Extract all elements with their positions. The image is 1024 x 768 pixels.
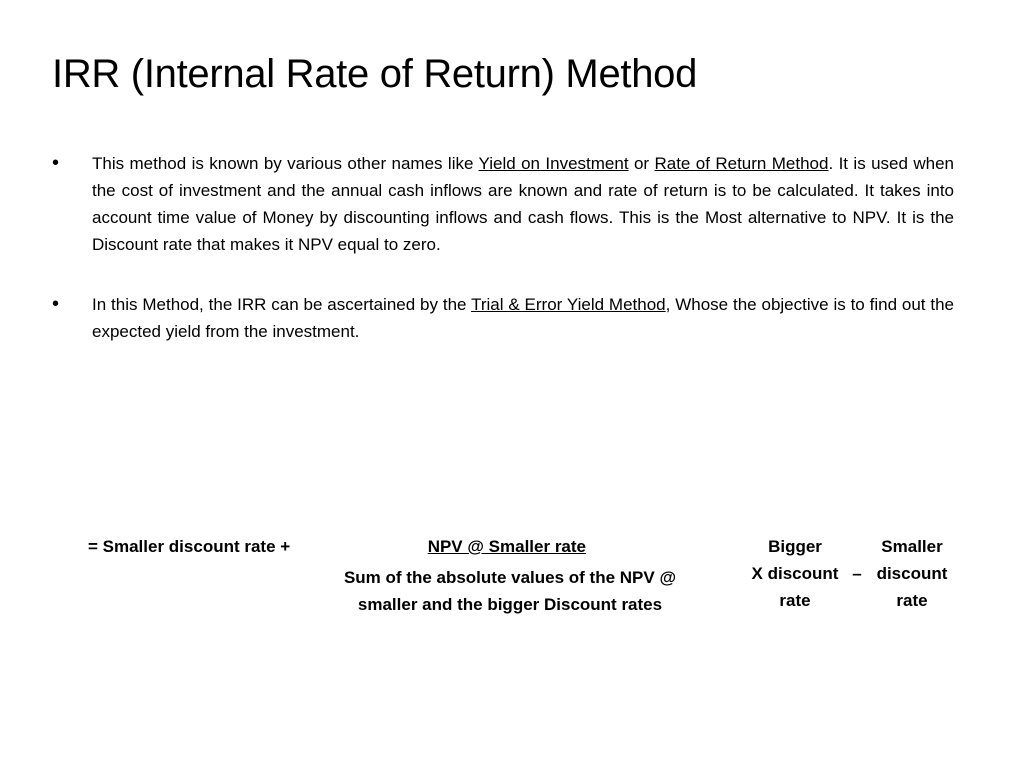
bullet-text — [92, 291, 954, 345]
formula-minus-sign: – — [852, 564, 862, 583]
formula-denominator: Sum of the absolute values of the NPV @ smaller and the bigger Discount rates — [343, 568, 677, 614]
slide-title: IRR (Internal Rate of Return) Method — [52, 52, 698, 96]
bullet-list — [52, 150, 954, 378]
formula-smaller-line: rate — [896, 591, 928, 610]
formula-bigger-line: X discount — [751, 564, 839, 583]
bullet-text-part: , Whose the objective is to find out the expected yield from the investment. — [92, 295, 955, 341]
bullet-text-part: In this Method, the IRR can be ascertained by the — [92, 295, 472, 314]
formula-numerator: NPV @ Smaller rate — [427, 537, 586, 556]
term-yield-on-investment: Yield on Investment — [478, 154, 629, 173]
term-rate-of-return-method: Rate of Return Method — [654, 154, 829, 173]
formula-smaller-rate — [862, 533, 962, 614]
bullet-text-part: . It is used when the cost of investment and the annual cash inflows are known and rate of return is to be calculated. It takes into account time value of Money by discounting inflows and cash flows. This is the Most alternative to NPV. It is the Discount rate that makes it NPV equal to zero. — [92, 154, 954, 254]
formula-smaller-line: Smaller — [881, 537, 943, 556]
formula-bigger-line: Bigger — [768, 537, 822, 556]
formula-bigger-rate — [740, 533, 850, 614]
formula-smaller-line: discount — [876, 564, 948, 583]
term-trial-error-yield-method: Trial & Error Yield Method — [471, 295, 666, 314]
formula-lead: = Smaller discount rate + — [88, 537, 291, 556]
bullet-text-part: This method is known by various other names like — [92, 154, 479, 173]
bullet-item — [52, 291, 954, 345]
bullet-marker: • — [52, 152, 60, 174]
bullet-marker: • — [52, 293, 60, 315]
bullet-item — [52, 150, 954, 258]
bullet-text — [92, 150, 954, 258]
formula-bigger-line: rate — [779, 591, 811, 610]
bullet-text-part: or — [628, 154, 655, 173]
